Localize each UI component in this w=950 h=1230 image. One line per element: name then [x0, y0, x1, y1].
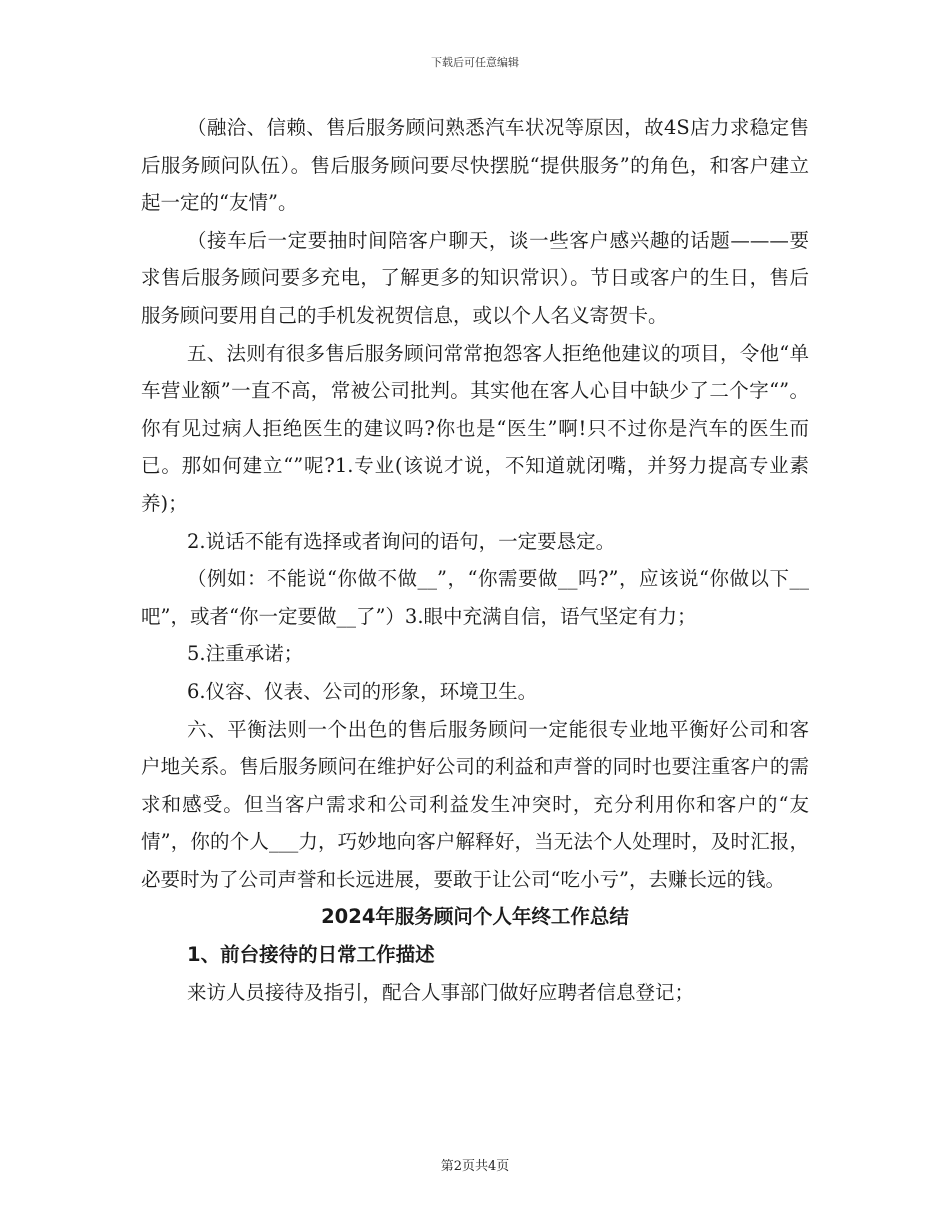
paragraph-7: 6.仪容、仪表、公司的形象，环境卫生。 — [187, 679, 538, 703]
paragraph-5: （例如：不能说“你做不做__”，“你需要做__吗?”，应该说“你做以下__吧”，或者“你一定要做__了”）3.眼中充满自信，语气坚定有力； — [141, 567, 809, 628]
document-body — [141, 109, 809, 1011]
paragraph-8: 六、平衡法则一个出色的售后服务顾问一定能很专业地平衡好公司和客户地关系。售后服务顾问在维护好公司的利益和声誉的同时也要注重客户的需求和感受。但当客户需求和公司利益发生冲突时，充分利用你和客户的“友情”，你的个人___力，巧妙地向客户解释好，当无法个人处理时，及时汇报，必要时为了公司声誉和长远进展，要敢于让公司“吃小亏”，去赚长远的钱。 — [141, 717, 809, 891]
paragraph-9: 来访人员接待及指引，配合人事部门做好应聘者信息登记； — [187, 980, 695, 1004]
paragraph-2: （接车后一定要抽时间陪客户聊天，谈一些客户感兴趣的话题———要求售后服务顾问要多充电，了解更多的知识常识）。节日或客户的生日，售后服务顾问要用自己的手机发祝贺信息，或以个人名义寄贺卡。 — [141, 228, 809, 327]
page-footer: 第2页共4页 — [440, 1159, 510, 1174]
page-header: 下载后可任意编辑 — [431, 56, 519, 69]
section-subheading: 1、前台接待的日常工作描述 — [187, 943, 435, 967]
paragraph-6: 5.注重承诺； — [187, 642, 304, 666]
paragraph-1: （融洽、信赖、售后服务顾问熟悉汽车状况等原因，故4S店力求稳定售后服务顾问队伍）。售后服务顾问要尽快摆脱“提供服务”的角色，和客户建立起一定的“友情”。 — [141, 116, 809, 215]
section-title: 2024年服务顾问个人年终工作总结 — [321, 905, 629, 929]
paragraph-4: 2.说话不能有选择或者询问的语句，一定要恳定。 — [187, 529, 616, 553]
paragraph-3: 五、法则有很多售后服务顾问常常抱怨客人拒绝他建议的项目，令他“单车营业额”一直不高，常被公司批判。其实他在客人心目中缺少了二个字“”。你有见过病人拒绝医生的建议吗?你也是“医生”啊!只不过你是汽车的医生而已。那如何建立“”呢?1.专业(该说才说，不知道就闭嘴，并努力提高专业素养)； — [141, 341, 809, 515]
